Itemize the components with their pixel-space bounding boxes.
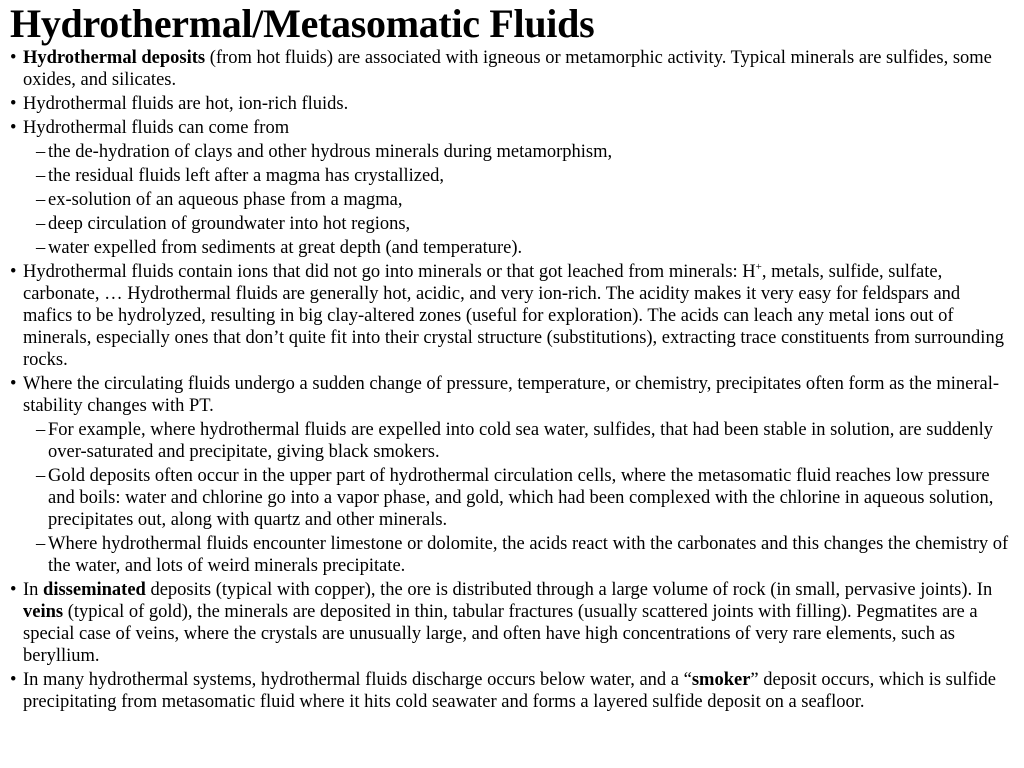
bullet-text: In many hydrothermal systems, hydrothermal fluids discharge occurs below water, and a “	[23, 670, 692, 690]
sub-bullet-item: – ex-solution of an aqueous phase from a magma,	[23, 189, 1014, 211]
sub-bullet-item: – the de-hydration of clays and other hydrous minerals during metamorphism,	[23, 141, 1014, 163]
bullet-text: deposits (typical with copper), the ore is distributed through a large volume of rock (in small, pervasive joints). In	[145, 580, 993, 600]
slide-title: Hydrothermal/Metasomatic Fluids	[10, 1, 595, 46]
superscript: +	[755, 260, 762, 273]
bullet-text: ” deposit occurs, which is sulfide precipitating from metasomatic fluid where it hits cold seawater and forms a layered sulfide deposit on a seafloor.	[23, 670, 997, 712]
sub-bullet-list	[23, 419, 1014, 577]
bullet-text: (from hot fluids) are associated with igneous or metamorphic activity. Typical minerals are sulfides, some oxides, and silicates.	[23, 48, 992, 90]
bullet-item	[10, 93, 1014, 115]
bullet-item	[10, 579, 1014, 667]
bold-term: Hydrothermal deposits	[23, 48, 206, 68]
sub-bullet-item: – Where hydrothermal fluids encounter limestone or dolomite, the acids react with the carbonates and this changes the chemistry of the water, and lots of weird minerals precipitate.	[23, 533, 1014, 577]
bullet-item	[10, 117, 1014, 259]
bullet-item	[10, 261, 1014, 371]
bold-term: veins	[23, 602, 64, 622]
bullet-item	[10, 669, 1014, 713]
bullet-text: Hydrothermal fluids can come from	[23, 118, 290, 138]
sub-bullet-item: – water expelled from sediments at great depth (and temperature).	[23, 237, 1014, 259]
sub-bullet-item: – For example, where hydrothermal fluids are expelled into cold sea water, sulfides, that had been stable in solution, are suddenly over-saturated and precipitate, giving black smokers.	[23, 419, 1014, 463]
bullet-list	[10, 47, 1014, 713]
bullet-item	[10, 373, 1014, 577]
bullet-text: Hydrothermal fluids are hot, ion-rich fluids.	[23, 94, 349, 114]
sub-bullet-item: – deep circulation of groundwater into hot regions,	[23, 213, 1014, 235]
sub-bullet-list	[23, 141, 1014, 259]
bullet-text: , metals, sulfide, sulfate, carbonate, … Hydrothermal fluids are generally hot, acidic, and very ion-rich. The acidity makes it very easy for feldspars and mafics to be hydrolyzed, resulting in big clay-altered zones (useful for exploration). The acids can leach any metal ions out of minerals, especially ones that don’t quite fit into their crystal structure (substitutions), extracting trace constituents from surrounding rocks.	[23, 262, 1004, 370]
bullet-text: In	[23, 580, 44, 600]
bullet-text: Hydrothermal fluids contain ions that did not go into minerals or that got leached from minerals: H	[23, 262, 756, 282]
bold-term: smoker	[691, 670, 751, 690]
bold-term: disseminated	[43, 580, 146, 600]
bullet-item	[10, 47, 1014, 91]
sub-bullet-item: – Gold deposits often occur in the upper part of hydrothermal circulation cells, where the metasomatic fluid reaches low pressure and boils: water and chlorine go into a vapor phase, and gold, which had been complexed with the chlorine in aqueous solution, precipitates out, along with quartz and other minerals.	[23, 465, 1014, 531]
sub-bullet-item: – the residual fluids left after a magma has crystallized,	[23, 165, 1014, 187]
bullet-text: (typical of gold), the minerals are deposited in thin, tabular fractures (usually scattered joints with filling). Pegmatites are a special case of veins, where the crystals are unusually large, and often have high concentrations of very rare elements, such as beryllium.	[23, 602, 978, 666]
bullet-text: Where the circulating fluids undergo a sudden change of pressure, temperature, or chemistry, precipitates often form as the mineral-stability changes with PT.	[23, 374, 1000, 416]
